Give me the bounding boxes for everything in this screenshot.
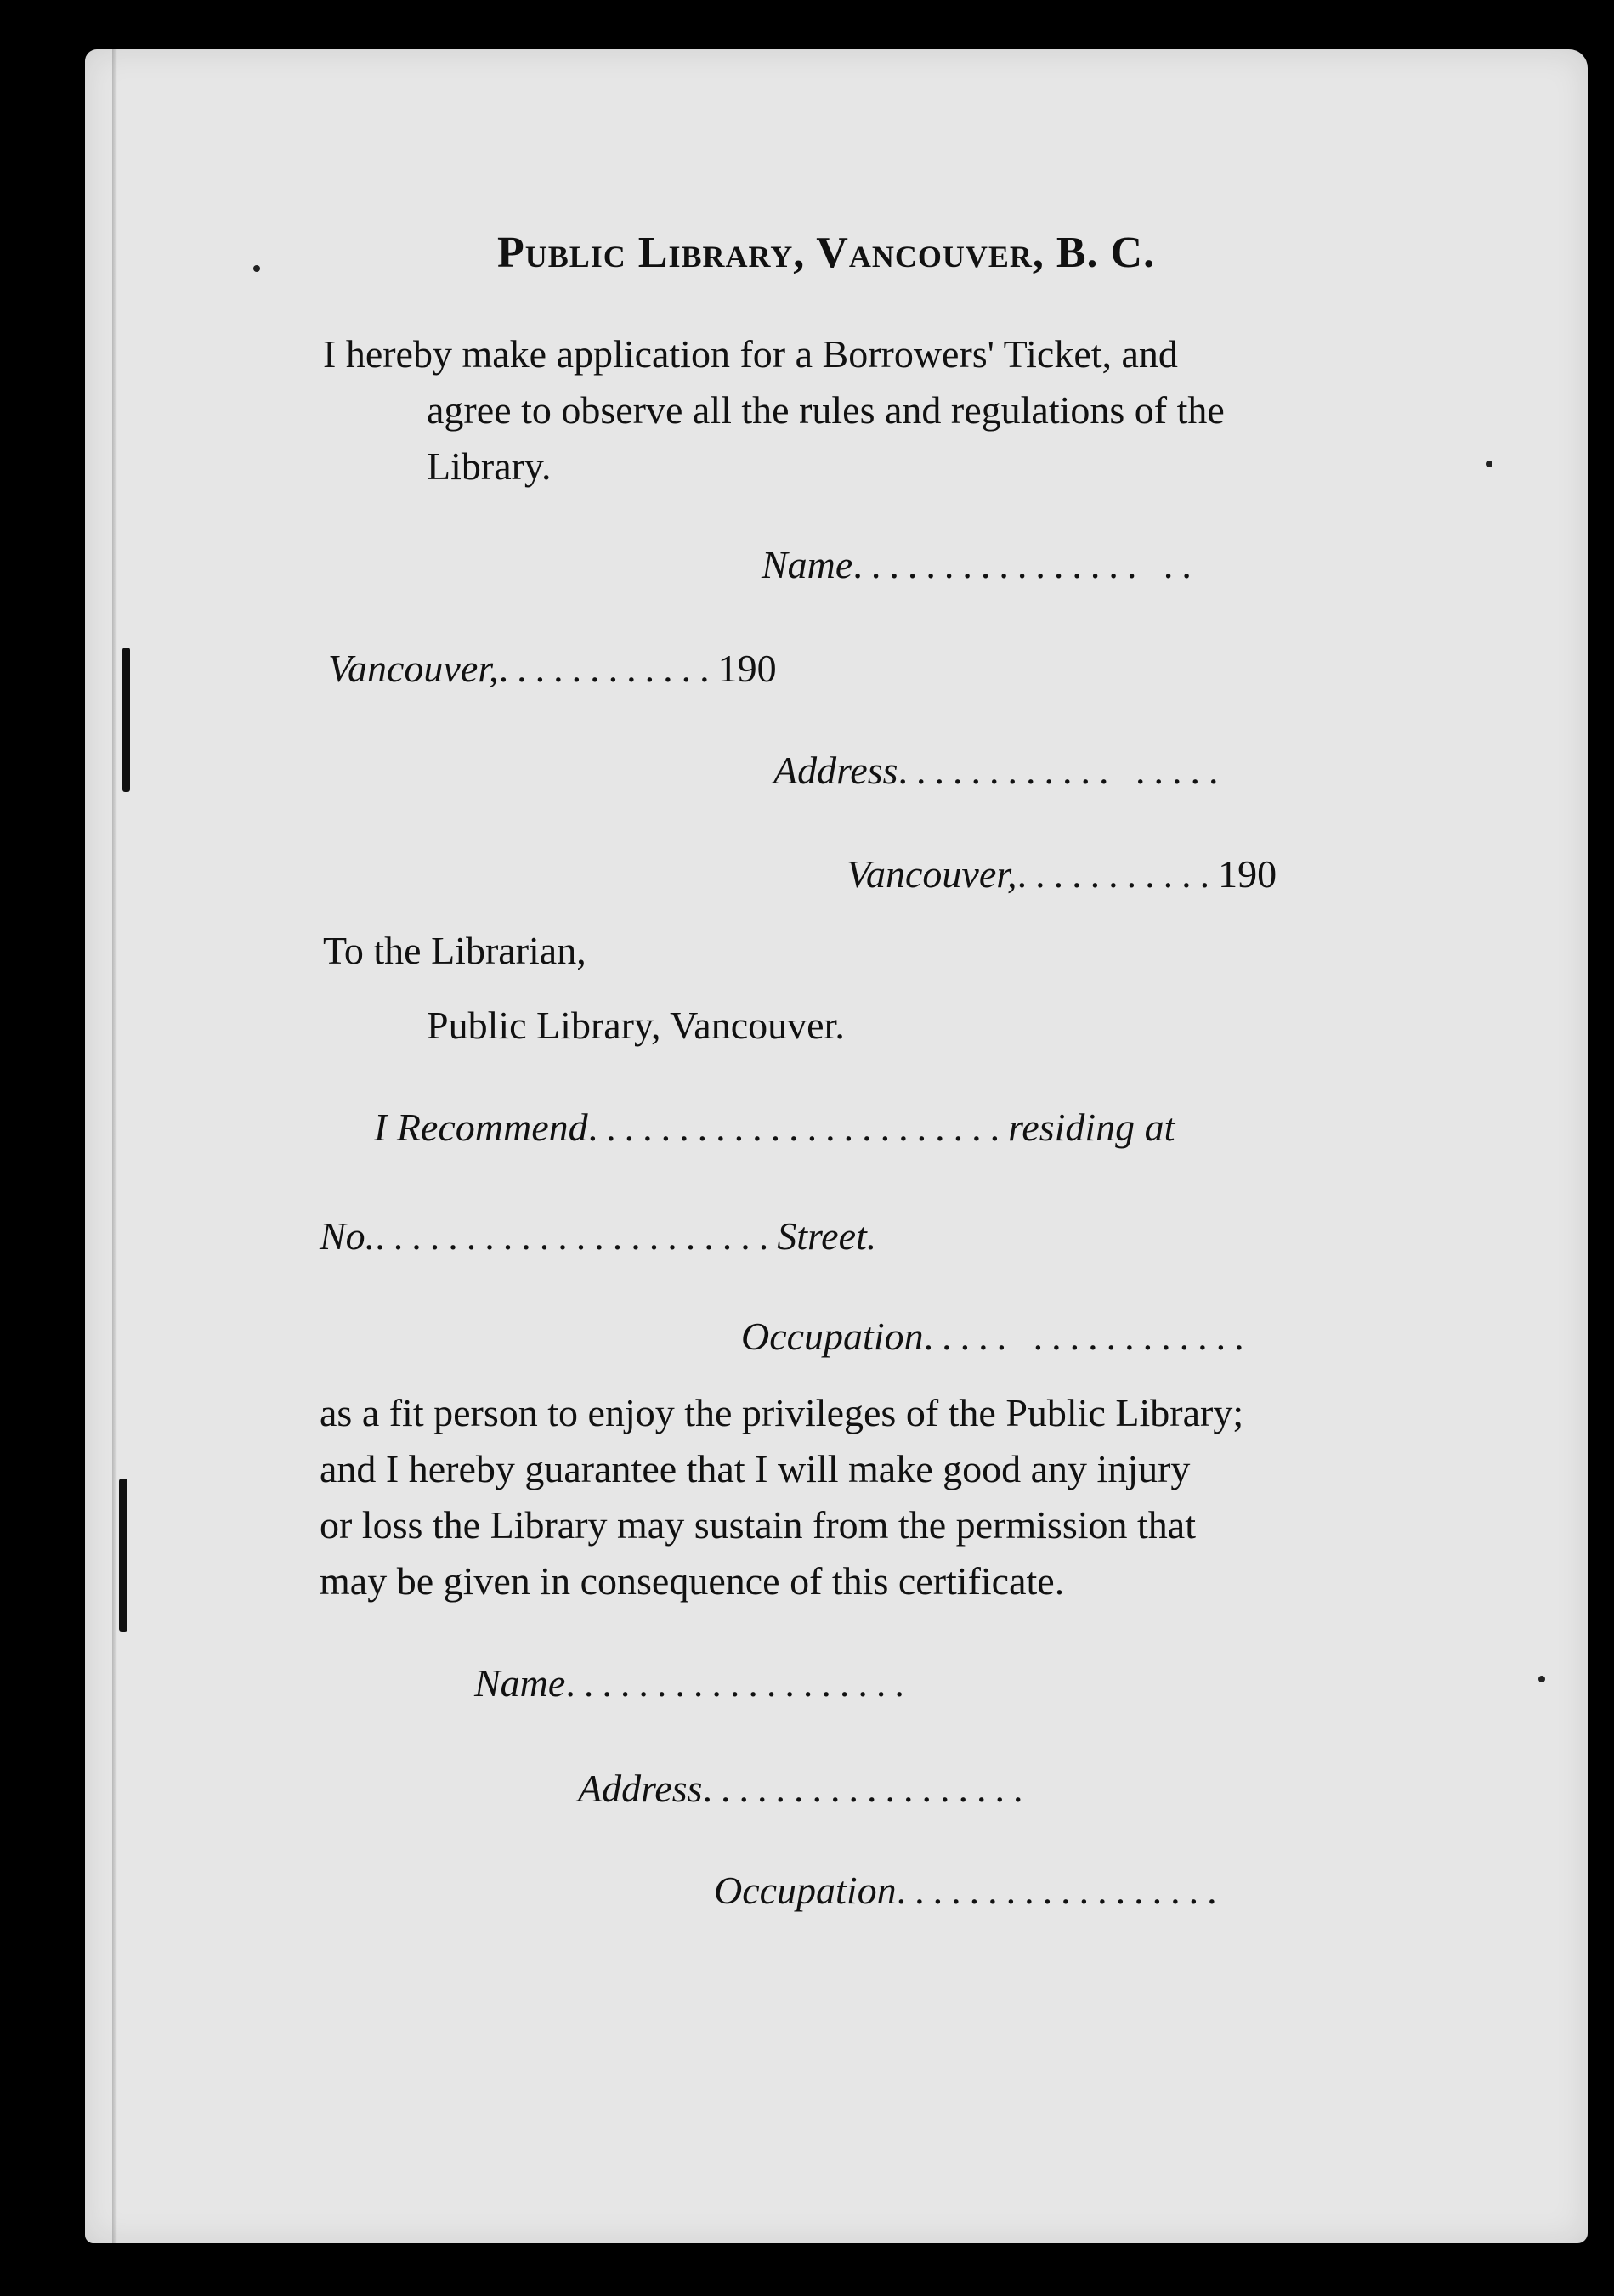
guarantee-statement bbox=[320, 1385, 1441, 1609]
dotted-leader: ..... ............ bbox=[923, 1315, 1253, 1358]
dotted-leader: ................ .. bbox=[852, 543, 1200, 586]
guarantor-occupation-field[interactable] bbox=[714, 1868, 1226, 1913]
year-prefix: 190 bbox=[717, 647, 777, 690]
residing-label: residing at bbox=[1008, 1106, 1175, 1149]
recommended-person-field[interactable] bbox=[374, 1105, 1175, 1150]
year-prefix: 190 bbox=[1218, 852, 1277, 896]
addressee-line: To the Librarian, bbox=[323, 929, 586, 972]
number-label: No. bbox=[320, 1214, 376, 1258]
library-address-line: Public Library, Vancouver. bbox=[427, 1004, 845, 1047]
application-date-field[interactable] bbox=[328, 646, 777, 691]
name-label: Name bbox=[762, 543, 853, 586]
recommended-occupation-field[interactable] bbox=[741, 1314, 1253, 1359]
dotted-leader: .................. bbox=[702, 1767, 1032, 1810]
application-line: agree to observe all the rules and regulations of the bbox=[427, 388, 1225, 432]
library-heading: Public Library, Vancouver, B. C. bbox=[497, 229, 1156, 277]
guarantor-name-field[interactable] bbox=[474, 1660, 913, 1705]
dotted-leader: ....................... bbox=[587, 1106, 1009, 1149]
speck bbox=[1486, 461, 1492, 467]
applicant-name-field[interactable] bbox=[762, 542, 1200, 587]
guarantor-address-field[interactable] bbox=[578, 1766, 1032, 1811]
name-label: Name bbox=[474, 1661, 566, 1705]
dotted-leader: ................... bbox=[565, 1661, 913, 1705]
dotted-leader: ............ bbox=[498, 647, 718, 690]
page-fold-shadow bbox=[112, 49, 117, 2243]
dotted-leader: .................. bbox=[896, 1869, 1226, 1912]
occupation-label: Occupation bbox=[741, 1315, 924, 1358]
speck bbox=[253, 265, 260, 272]
guarantee-line: as a fit person to enjoy the privileges of the Public Library; bbox=[320, 1391, 1244, 1434]
speck bbox=[1538, 1676, 1545, 1682]
occupation-label: Occupation bbox=[714, 1869, 897, 1912]
guarantee-line: and I hereby guarantee that I will make good any injury bbox=[320, 1447, 1191, 1490]
application-statement bbox=[323, 326, 1445, 495]
guarantee-line: may be given in consequence of this certificate. bbox=[320, 1559, 1065, 1603]
dotted-leader: ...................... bbox=[375, 1214, 778, 1258]
recommend-label: I Recommend bbox=[374, 1106, 588, 1149]
vancouver-label: Vancouver, bbox=[328, 647, 499, 690]
street-label: Street. bbox=[777, 1214, 877, 1258]
guarantee-line: or loss the Library may sustain from the permission that bbox=[320, 1503, 1196, 1547]
vancouver-label: Vancouver, bbox=[847, 852, 1017, 896]
address-date-field[interactable] bbox=[847, 851, 1277, 896]
street-number-field[interactable] bbox=[320, 1213, 876, 1258]
application-line: Library. bbox=[427, 444, 552, 488]
dotted-leader: ............ ..... bbox=[898, 749, 1227, 792]
applicant-address-field[interactable] bbox=[773, 748, 1227, 793]
address-label: Address bbox=[773, 749, 898, 792]
address-label: Address bbox=[578, 1767, 703, 1810]
application-line: I hereby make application for a Borrowers' Ticket, and bbox=[323, 332, 1178, 376]
binding-mark bbox=[122, 648, 130, 792]
binding-mark bbox=[119, 1479, 127, 1632]
dotted-leader: ........... bbox=[1017, 852, 1219, 896]
